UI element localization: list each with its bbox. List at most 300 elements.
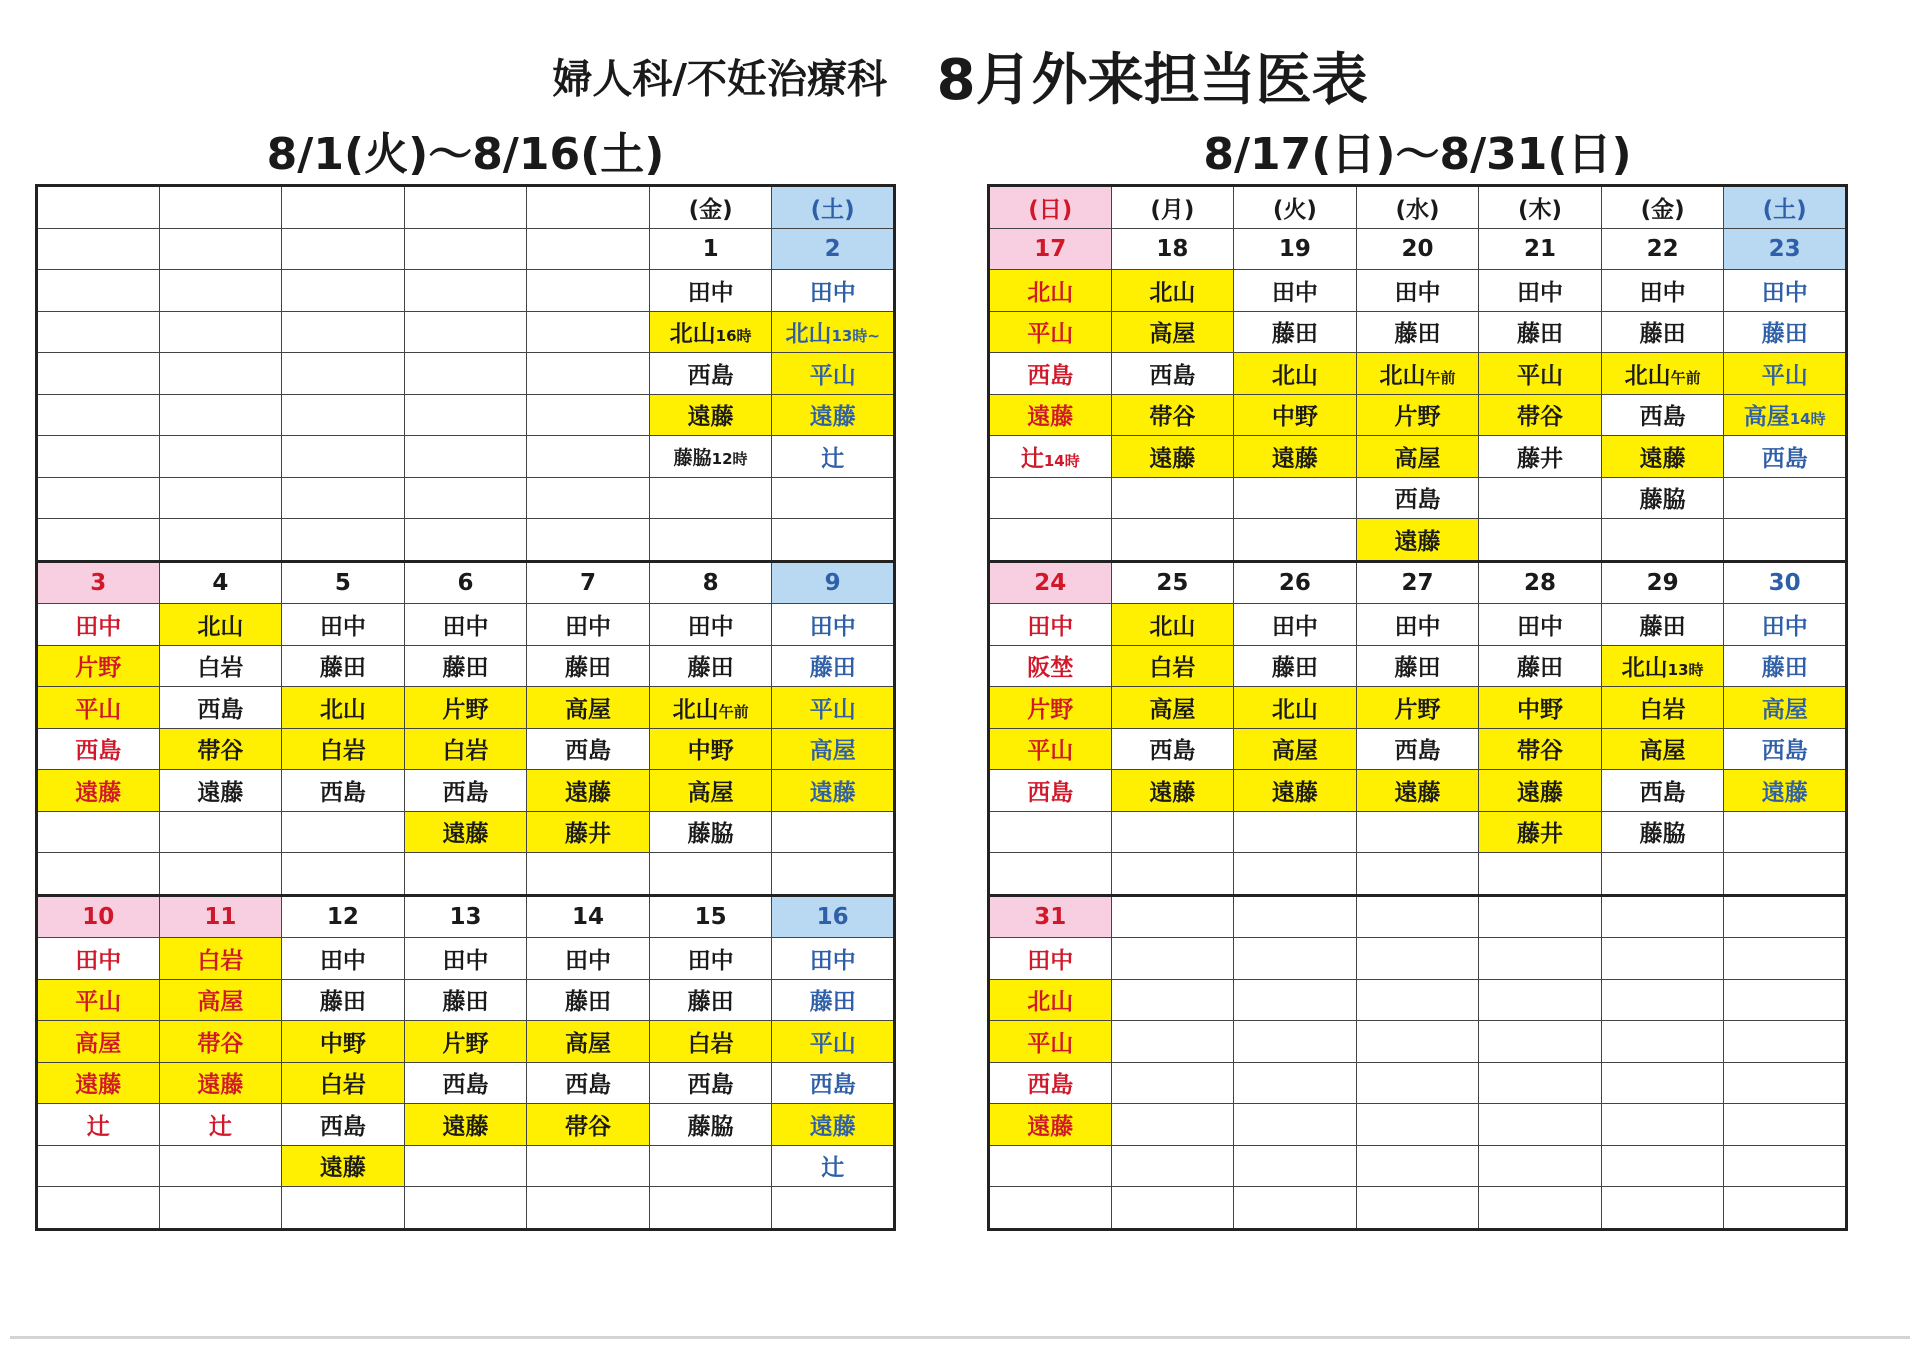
- cell-text: 3: [90, 569, 107, 596]
- cell-text: 31: [1034, 903, 1067, 930]
- cell-text: 遠藤: [1271, 445, 1318, 472]
- schedule-cell: [404, 770, 527, 812]
- cell-text: 高屋: [1639, 738, 1686, 765]
- schedule-cell: [37, 228, 160, 270]
- schedule-cell: [1601, 477, 1724, 519]
- schedule-cell: [1111, 1062, 1234, 1104]
- cell-text: 遠藤: [75, 1072, 122, 1099]
- cell-text: 24: [1034, 569, 1067, 596]
- schedule-cell: [404, 270, 527, 312]
- cell-text: 遠藤: [1761, 779, 1808, 806]
- schedule-cell: [1479, 728, 1602, 770]
- schedule-row: [989, 270, 1847, 312]
- schedule-row: [989, 687, 1847, 729]
- schedule-cell: [37, 270, 160, 312]
- cell-text: 20: [1401, 235, 1434, 262]
- schedule-cell: [1356, 1104, 1479, 1146]
- cell-text: 田中: [1394, 613, 1441, 640]
- cell-text: 西島: [565, 1072, 612, 1099]
- cell-text: 田中: [1271, 613, 1318, 640]
- schedule-cell: [989, 938, 1112, 980]
- schedule-cell: [1601, 1021, 1724, 1063]
- schedule-cell: [282, 1187, 405, 1230]
- schedule-cell: [649, 1145, 772, 1187]
- schedule-cell: [282, 477, 405, 519]
- schedule-cell: [37, 938, 160, 980]
- schedule-cell: [1234, 811, 1357, 853]
- cell-text: 平山: [1761, 362, 1808, 389]
- schedule-cell: [649, 895, 772, 938]
- schedule-cell: [1234, 394, 1357, 436]
- cell-text: 中野: [687, 738, 734, 765]
- cell-text: 14: [572, 903, 605, 930]
- schedule-cell: [649, 519, 772, 562]
- schedule-cell: [37, 728, 160, 770]
- schedule-cell: [772, 353, 895, 395]
- schedule-row: [37, 1145, 895, 1187]
- cell-text: 遠藤: [1027, 404, 1074, 431]
- schedule-cell: [527, 645, 650, 687]
- cell-text: 高屋: [75, 1030, 122, 1057]
- cell-text: 19: [1278, 235, 1311, 262]
- cell-text: 白岩: [319, 738, 366, 765]
- cell-text: 田中: [809, 279, 856, 306]
- schedule-cell: [1234, 228, 1357, 270]
- schedule-cell: [159, 1062, 282, 1104]
- schedule-cell: [649, 270, 772, 312]
- cell-text: (土): [1762, 196, 1807, 223]
- schedule-cell: [1356, 770, 1479, 812]
- cell-text: 片野: [442, 1030, 489, 1057]
- schedule-cell: [649, 938, 772, 980]
- schedule-cell: [1479, 353, 1602, 395]
- schedule-cell: [404, 394, 527, 436]
- cell-text: 辻: [821, 445, 845, 472]
- cell-text: 遠藤: [1149, 779, 1196, 806]
- schedule-cell: [1234, 1062, 1357, 1104]
- schedule-cell: [282, 979, 405, 1021]
- cell-text: 中野: [319, 1030, 366, 1057]
- cell-text: 帯谷: [197, 738, 244, 765]
- schedule-cell: [159, 853, 282, 896]
- schedule-cell: [1601, 645, 1724, 687]
- schedule-cell: [404, 811, 527, 853]
- schedule-cell: [404, 1187, 527, 1230]
- cell-text: 西島: [319, 1113, 366, 1140]
- cell-text: 遠藤: [1639, 445, 1686, 472]
- schedule-cell: [1724, 394, 1847, 436]
- cell-text: 遠藤: [442, 821, 489, 848]
- schedule-cell: [649, 811, 772, 853]
- schedule-row: [989, 979, 1847, 1021]
- schedule-cell: [527, 1104, 650, 1146]
- schedule-cell: [1111, 1021, 1234, 1063]
- cell-text: 藤田: [565, 655, 612, 682]
- cell-text: 平山: [809, 1030, 856, 1057]
- schedule-cell: [772, 519, 895, 562]
- cell-text: 田中: [1394, 279, 1441, 306]
- schedule-cell: [1356, 1062, 1479, 1104]
- schedule-cell: [772, 604, 895, 646]
- schedule-cell: [37, 561, 160, 604]
- schedule-cell: [772, 770, 895, 812]
- cell-text: 15: [694, 903, 727, 930]
- schedule-cell: [159, 436, 282, 478]
- schedule-cell: [37, 519, 160, 562]
- schedule-cell: [1356, 853, 1479, 896]
- cell-text: 西島: [1027, 362, 1074, 389]
- schedule-cell: [989, 853, 1112, 896]
- cell-text: 藤田: [687, 989, 734, 1016]
- cell-text: 辻: [86, 1113, 110, 1140]
- schedule-cell: [1479, 561, 1602, 604]
- schedule-cell: [1479, 1021, 1602, 1063]
- schedule-cell: [159, 1104, 282, 1146]
- cell-text: 遠藤: [809, 404, 856, 431]
- cell-text: 辻: [821, 1155, 845, 1182]
- cell-text: 白岩: [442, 738, 489, 765]
- schedule-cell: [1111, 895, 1234, 938]
- schedule-cell: [1724, 728, 1847, 770]
- schedule-cell: [37, 186, 160, 229]
- cell-text: 高屋: [565, 696, 612, 723]
- cell-text: 遠藤: [197, 1072, 244, 1099]
- schedule-cell: [282, 436, 405, 478]
- schedule-cell: [649, 1062, 772, 1104]
- schedule-cell: [989, 687, 1112, 729]
- schedule-cell: [527, 186, 650, 229]
- schedule-cell: [1724, 645, 1847, 687]
- cell-text: 藤田: [319, 655, 366, 682]
- schedule-cell: [1111, 1187, 1234, 1230]
- schedule-cell: [1234, 477, 1357, 519]
- schedule-cell: [1601, 228, 1724, 270]
- schedule-cell: [772, 645, 895, 687]
- schedule-cell: [404, 561, 527, 604]
- cell-text: 高屋: [687, 779, 734, 806]
- schedule-cell: [989, 1021, 1112, 1063]
- cell-text: 田中: [1761, 279, 1808, 306]
- cell-text: 高屋: [1149, 696, 1196, 723]
- schedule-row: [37, 728, 895, 770]
- schedule-cell: [282, 519, 405, 562]
- cell-text: 藤田: [1394, 655, 1441, 682]
- schedule-cell: [1479, 604, 1602, 646]
- schedule-cell: [159, 228, 282, 270]
- schedule-cell: [1356, 311, 1479, 353]
- schedule-cell: [282, 311, 405, 353]
- cell-text: 藤田: [809, 655, 856, 682]
- schedule-cell: [404, 1104, 527, 1146]
- cell-text: 10: [82, 903, 115, 930]
- cell-text: 高屋: [1394, 445, 1441, 472]
- cell-text: 21: [1524, 235, 1557, 262]
- cell-text: 田中: [75, 613, 122, 640]
- schedule-row: [37, 228, 895, 270]
- schedule-cell: [989, 436, 1112, 478]
- cell-text: 28: [1524, 569, 1557, 596]
- cell-text: 平山: [809, 362, 856, 389]
- schedule-cell: [37, 1145, 160, 1187]
- schedule-cell: [159, 728, 282, 770]
- schedule-cell: [1724, 770, 1847, 812]
- cell-text: 北山: [1271, 362, 1318, 389]
- schedule-cell: [282, 645, 405, 687]
- cell-text: 26: [1278, 569, 1311, 596]
- schedule-row: [989, 311, 1847, 353]
- schedule-cell: [1724, 186, 1847, 229]
- cell-text: 平山: [75, 989, 122, 1016]
- cell-time-note: 14時: [1043, 451, 1080, 470]
- schedule-cell: [1356, 645, 1479, 687]
- cell-text: (日): [1028, 196, 1073, 223]
- schedule-cell: [1479, 938, 1602, 980]
- cell-text: 片野: [1027, 696, 1074, 723]
- schedule-cell: [527, 394, 650, 436]
- cell-text: 北山: [1149, 279, 1196, 306]
- schedule-cell: [1111, 270, 1234, 312]
- schedule-cell: [649, 186, 772, 229]
- schedule-cell: [159, 561, 282, 604]
- schedule-row: [989, 1062, 1847, 1104]
- schedule-cell: [1724, 519, 1847, 562]
- schedule-cell: [527, 979, 650, 1021]
- schedule-cell: [404, 477, 527, 519]
- schedule-cell: [1601, 186, 1724, 229]
- schedule-cell: [1111, 979, 1234, 1021]
- cell-text: 高屋: [1271, 738, 1318, 765]
- cell-text: 田中: [442, 613, 489, 640]
- schedule-cell: [1234, 311, 1357, 353]
- schedule-cell: [772, 1021, 895, 1063]
- schedule-cell: [404, 1021, 527, 1063]
- schedule-row: [989, 1187, 1847, 1230]
- cell-text: 平山: [809, 696, 856, 723]
- cell-text: 藤田: [442, 655, 489, 682]
- cell-text: 平山: [75, 696, 122, 723]
- cell-text: 藤脇: [687, 821, 734, 848]
- cell-text: 田中: [1639, 279, 1686, 306]
- schedule-cell: [1724, 1187, 1847, 1230]
- schedule-cell: [1479, 1062, 1602, 1104]
- schedule-cell: [404, 938, 527, 980]
- schedule-row: [37, 1062, 895, 1104]
- schedule-row: [37, 394, 895, 436]
- schedule-cell: [1234, 1145, 1357, 1187]
- schedule-row: [989, 895, 1847, 938]
- schedule-cell: [527, 728, 650, 770]
- cell-text: 西島: [1394, 738, 1441, 765]
- schedule-cell: [1724, 687, 1847, 729]
- schedule-cell: [404, 228, 527, 270]
- schedule-cell: [1724, 1021, 1847, 1063]
- schedule-cell: [1356, 436, 1479, 478]
- schedule-cell: [649, 770, 772, 812]
- cell-time-note: 13時: [1667, 661, 1704, 680]
- schedule-cell: [159, 1145, 282, 1187]
- schedule-cell: [1724, 561, 1847, 604]
- schedule-cell: [1111, 394, 1234, 436]
- cell-text: 18: [1156, 235, 1189, 262]
- schedule-cell: [282, 228, 405, 270]
- cell-text: (火): [1272, 196, 1317, 223]
- cell-text: 遠藤: [1027, 1113, 1074, 1140]
- cell-text: 片野: [442, 696, 489, 723]
- cell-text: 北山: [1621, 655, 1668, 682]
- cell-text: 4: [212, 569, 229, 596]
- schedule-row: [37, 604, 895, 646]
- schedule-cell: [1479, 311, 1602, 353]
- schedule-cell: [1724, 477, 1847, 519]
- cell-text: 30: [1768, 569, 1801, 596]
- schedule-cell: [404, 853, 527, 896]
- schedule-row: [37, 811, 895, 853]
- schedule-row: [989, 519, 1847, 562]
- schedule-cell: [649, 645, 772, 687]
- schedule-cell: [37, 353, 160, 395]
- schedule-row: [37, 519, 895, 562]
- schedule-cell: [1234, 436, 1357, 478]
- schedule-cell: [1111, 1145, 1234, 1187]
- schedule-cell: [1111, 811, 1234, 853]
- schedule-cell: [1234, 353, 1357, 395]
- schedule-cell: [772, 311, 895, 353]
- schedule-cell: [1601, 938, 1724, 980]
- schedule-cell: [989, 561, 1112, 604]
- schedule-cell: [1479, 853, 1602, 896]
- cell-text: 平山: [1517, 362, 1564, 389]
- schedule-cell: [1111, 1104, 1234, 1146]
- schedule-cell: [404, 353, 527, 395]
- schedule-cell: [282, 853, 405, 896]
- schedule-cell: [772, 979, 895, 1021]
- cell-text: 29: [1646, 569, 1679, 596]
- schedule-cell: [1724, 228, 1847, 270]
- schedule-cell: [1356, 604, 1479, 646]
- schedule-cell: [989, 186, 1112, 229]
- cell-time-note: 午前: [718, 702, 749, 721]
- schedule-cell: [37, 1104, 160, 1146]
- schedule-row: [989, 1145, 1847, 1187]
- schedule-cell: [1601, 1145, 1724, 1187]
- schedule-row: [37, 477, 895, 519]
- schedule-cell: [159, 604, 282, 646]
- schedule-cell: [649, 1104, 772, 1146]
- schedule-cell: [527, 436, 650, 478]
- schedule-cell: [37, 436, 160, 478]
- schedule-cell: [772, 1062, 895, 1104]
- cell-text: 田中: [1027, 947, 1074, 974]
- schedule-cell: [282, 1021, 405, 1063]
- schedule-cell: [527, 1021, 650, 1063]
- cell-text: 12: [326, 903, 359, 930]
- schedule-cell: [527, 311, 650, 353]
- schedule-row: [37, 186, 895, 229]
- schedule-cell: [1724, 604, 1847, 646]
- schedule-cell: [159, 311, 282, 353]
- cell-text: 藤脇: [1639, 487, 1686, 514]
- schedule-cell: [1479, 1187, 1602, 1230]
- schedule-row: [989, 1104, 1847, 1146]
- cell-text: 西島: [1761, 445, 1808, 472]
- schedule-cell: [527, 1145, 650, 1187]
- cell-text: 平山: [1027, 321, 1074, 348]
- cell-time-note: 16時: [715, 327, 752, 346]
- cell-text: 帯谷: [565, 1113, 612, 1140]
- schedule-cell: [989, 1104, 1112, 1146]
- cell-text: 田中: [565, 947, 612, 974]
- schedule-cell: [1724, 811, 1847, 853]
- cell-text: 西島: [442, 1072, 489, 1099]
- schedule-cell: [404, 728, 527, 770]
- cell-text: 阪埜: [1027, 655, 1074, 682]
- schedule-cell: [527, 477, 650, 519]
- cell-text: 西島: [1394, 487, 1441, 514]
- schedule-cell: [527, 1062, 650, 1104]
- schedule-cell: [1601, 895, 1724, 938]
- cell-text: 田中: [1271, 279, 1318, 306]
- schedule-cell: [1111, 436, 1234, 478]
- cell-text: 北山: [197, 613, 244, 640]
- cell-text: 藤脇: [1639, 821, 1686, 848]
- cell-text: 遠藤: [687, 404, 734, 431]
- cell-text: 遠藤: [319, 1155, 366, 1182]
- schedule-cell: [37, 604, 160, 646]
- schedule-cell: [1479, 1104, 1602, 1146]
- cell-text: 西島: [1149, 738, 1196, 765]
- schedule-row: [37, 561, 895, 604]
- schedule-cell: [772, 853, 895, 896]
- cell-text: 北山: [1379, 362, 1426, 389]
- cell-text: 9: [824, 569, 841, 596]
- cell-text: 北山: [785, 321, 832, 348]
- cell-text: 北山: [319, 696, 366, 723]
- cell-text: 西島: [1149, 362, 1196, 389]
- cell-text: 23: [1768, 235, 1801, 262]
- cell-text: 高屋: [809, 738, 856, 765]
- schedule-cell: [37, 770, 160, 812]
- cell-text: 藤田: [1517, 321, 1564, 348]
- cell-text: 11: [204, 903, 237, 930]
- schedule-cell: [1111, 311, 1234, 353]
- schedule-row: [989, 604, 1847, 646]
- schedule-cell: [1111, 519, 1234, 562]
- schedule-cell: [1479, 519, 1602, 562]
- cell-text: 田中: [1517, 613, 1564, 640]
- cell-text: 16: [816, 903, 849, 930]
- schedule-cell: [527, 853, 650, 896]
- schedule-cell: [649, 561, 772, 604]
- schedule-row: [37, 687, 895, 729]
- schedule-cell: [404, 895, 527, 938]
- schedule-cell: [282, 394, 405, 436]
- cell-text: 白岩: [687, 1030, 734, 1057]
- schedule-cell: [1234, 853, 1357, 896]
- cell-text: 高屋: [1761, 696, 1808, 723]
- schedule-cell: [404, 979, 527, 1021]
- cell-text: 遠藤: [1271, 779, 1318, 806]
- schedule-cell: [1601, 853, 1724, 896]
- schedule-row: [37, 645, 895, 687]
- schedule-cell: [1356, 561, 1479, 604]
- schedule-cell: [1601, 270, 1724, 312]
- schedule-cell: [159, 938, 282, 980]
- cell-text: 西島: [197, 696, 244, 723]
- cell-text: 高屋: [1149, 321, 1196, 348]
- schedule-cell: [649, 353, 772, 395]
- schedule-cell: [1724, 979, 1847, 1021]
- page-title: [0, 36, 1920, 116]
